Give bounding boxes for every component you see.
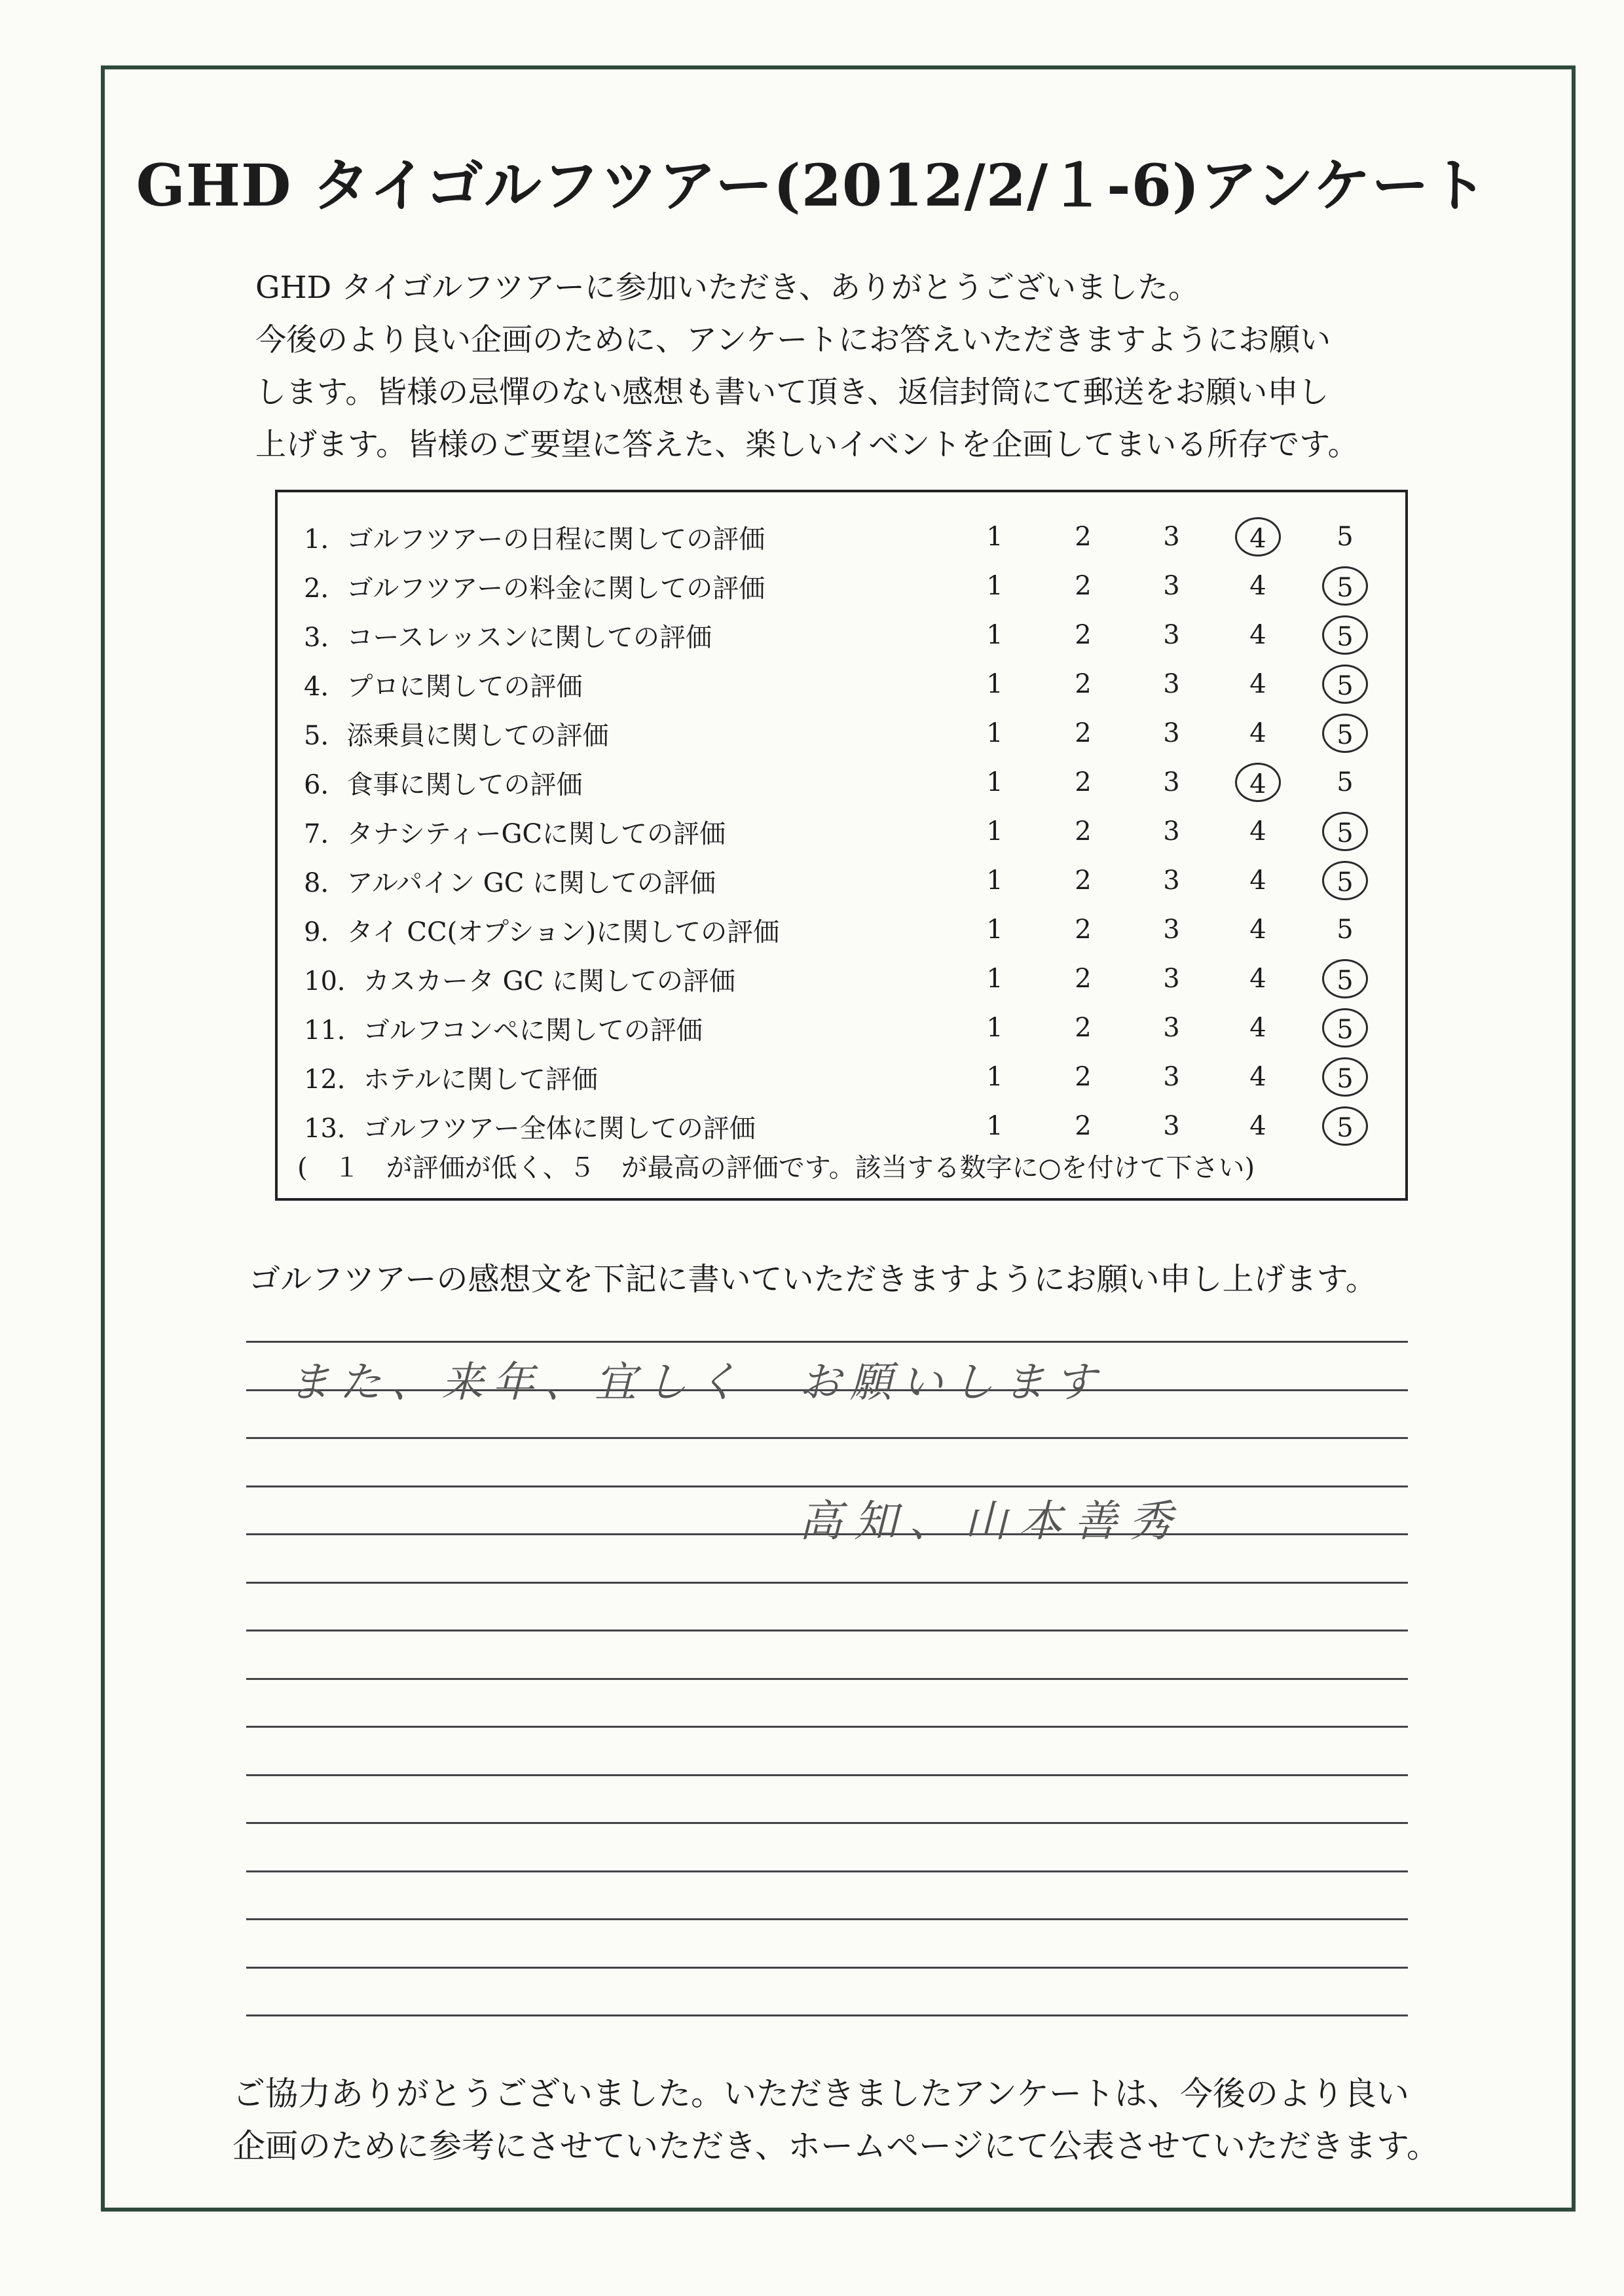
rating-option-2[interactable]: 2 [1075,522,1092,552]
rating-option-2[interactable]: 2 [1075,620,1092,650]
rating-option-3[interactable]: 3 [1163,620,1180,650]
rating-option-3[interactable]: 3 [1163,866,1180,896]
rating-option-4[interactable]: 4 [1249,669,1266,699]
rating-option-1[interactable]: 1 [986,767,1003,797]
rating-label: 6．食事に関しての評価 [304,770,583,800]
rating-option-4[interactable]: 4 [1235,763,1281,802]
rating-option-1[interactable]: 1 [986,571,1003,601]
handwritten-comment: また、来年、宜しく お願いします [288,1358,1105,1407]
rating-option-2[interactable]: 2 [1075,1062,1092,1092]
rating-row [278,805,1405,854]
rating-row [278,658,1405,707]
rating-option-4[interactable]: 4 [1249,718,1266,748]
rating-option-1[interactable]: 1 [986,866,1003,896]
rating-option-5[interactable]: 5 [1322,959,1368,998]
rating-label: 9．タイ CC(オプション)に関しての評価 [304,917,780,947]
rating-option-5[interactable]: 5 [1322,615,1368,655]
rating-row [278,1051,1405,1100]
rating-option-4[interactable]: 4 [1235,517,1281,556]
ruled-line [246,1870,1408,1872]
rating-option-5[interactable]: 5 [1322,1057,1368,1097]
rating-option-3[interactable]: 3 [1163,816,1180,847]
rating-option-2[interactable]: 2 [1075,816,1092,847]
rating-row [278,511,1405,560]
ruled-line [246,1630,1408,1631]
handwritten-signature: 高知、山本善秀 [799,1496,1184,1546]
rating-option-1[interactable]: 1 [986,620,1003,650]
rating-option-5[interactable]: 5 [1322,1008,1368,1048]
rating-label: 5．添乗員に関しての評価 [304,721,609,751]
rating-option-2[interactable]: 2 [1075,669,1092,699]
rating-option-4[interactable]: 4 [1249,620,1266,650]
rating-option-1[interactable]: 1 [986,718,1003,748]
rating-option-1[interactable]: 1 [986,816,1003,847]
rating-row [278,560,1405,609]
rating-option-4[interactable]: 4 [1249,1111,1266,1141]
rating-note: ( １ が評価が低く、５ が最高の評価です。該当する数字に○を付けて下さい) [297,1153,1255,1183]
ruled-line [246,1341,1408,1343]
rating-option-2[interactable]: 2 [1075,571,1092,601]
rating-option-4[interactable]: 4 [1249,866,1266,896]
rating-option-2[interactable]: 2 [1075,866,1092,896]
rating-option-3[interactable]: 3 [1163,1111,1180,1141]
ruled-line [246,1437,1408,1439]
rating-row [278,1100,1405,1149]
rating-row [278,1002,1405,1051]
intro-text [255,262,1447,471]
rating-label: 12．ホテルに関して評価 [304,1065,598,1095]
ruled-line [246,1967,1408,1969]
rating-label: 1．ゴルフツアーの日程に関しての評価 [304,524,766,555]
rating-label: 2．ゴルフツアーの料金に関しての評価 [304,574,766,604]
rating-option-1[interactable]: 1 [986,964,1003,994]
rating-option-2[interactable]: 2 [1075,964,1092,994]
rating-option-1[interactable]: 1 [986,1111,1003,1141]
rating-label: 13．ゴルフツアー全体に関しての評価 [304,1114,756,1144]
rating-option-3[interactable]: 3 [1163,571,1180,601]
rating-option-4[interactable]: 4 [1249,1013,1266,1043]
comment-prompt: ゴルフツアーの感想文を下記に書いていただきますようにお願い申し上げます。 [249,1261,1377,1298]
intro-line: します。皆様の忌憚のない感想も書いて頂き、返信封筒にて郵送をお願い申し [255,374,1329,410]
rating-label: 10．カスカータ GC に関しての評価 [304,966,735,996]
ruled-line [246,1774,1408,1776]
rating-label: 11．ゴルフコンペに関しての評価 [304,1015,703,1046]
rating-option-2[interactable]: 2 [1075,1111,1092,1141]
intro-line: 上げます。皆様のご要望に答えた、楽しいイベントを企画してまいる所存です。 [255,427,1359,463]
rating-option-3[interactable]: 3 [1163,669,1180,699]
rating-option-5[interactable]: 5 [1322,1106,1368,1146]
rating-row [278,756,1405,805]
rating-option-5[interactable]: 5 [1322,566,1368,606]
rating-option-1[interactable]: 1 [986,1013,1003,1043]
rating-option-4[interactable]: 4 [1249,1062,1266,1092]
survey-title: GHD タイゴルフツアー(2012/2/１-6)アンケート [136,151,1488,219]
rating-option-3[interactable]: 3 [1163,718,1180,748]
rating-label: 7．タナシティーGCに関しての評価 [304,819,726,849]
rating-option-3[interactable]: 3 [1163,1013,1180,1043]
intro-line: GHD タイゴルフツアーに参加いただき、ありがとうございました。 [255,270,1200,306]
ruled-line [246,1822,1408,1824]
rating-option-4[interactable]: 4 [1249,571,1266,601]
rating-option-1[interactable]: 1 [986,669,1003,699]
ruled-line [246,1918,1408,1920]
rating-row [278,953,1405,1002]
rating-option-2[interactable]: 2 [1075,1013,1092,1043]
rating-option-2[interactable]: 2 [1075,718,1092,748]
rating-option-4[interactable]: 4 [1249,816,1266,847]
rating-option-5[interactable]: 5 [1337,915,1354,945]
rating-option-4[interactable]: 4 [1249,964,1266,994]
rating-option-5[interactable]: 5 [1337,522,1354,552]
rating-option-1[interactable]: 1 [986,1062,1003,1092]
ruled-line [246,1726,1408,1728]
rating-label: 8．アルパイン GC に関しての評価 [304,868,716,898]
ruled-line [246,2014,1408,2016]
rating-option-5[interactable]: 5 [1322,812,1368,851]
ruled-line [246,1678,1408,1680]
rating-option-2[interactable]: 2 [1075,767,1092,797]
rating-label: 3．コースレッスンに関しての評価 [304,623,712,653]
ruled-line [246,1582,1408,1584]
rating-row [278,609,1405,658]
rating-option-1[interactable]: 1 [986,915,1003,945]
rating-option-5[interactable]: 5 [1322,665,1368,704]
rating-label: 4．プロに関しての評価 [304,672,583,702]
rating-option-3[interactable]: 3 [1163,915,1180,945]
rating-option-3[interactable]: 3 [1163,767,1180,797]
rating-row [278,707,1405,756]
rating-option-3[interactable]: 3 [1163,522,1180,552]
rating-row [278,854,1405,903]
rating-table [275,490,1408,1201]
footer-text [232,2068,1444,2172]
rating-option-5[interactable]: 5 [1322,861,1368,900]
rating-option-3[interactable]: 3 [1163,964,1180,994]
rating-option-5[interactable]: 5 [1322,714,1368,753]
rating-row [278,903,1405,953]
rating-option-4[interactable]: 4 [1249,915,1266,945]
rating-option-3[interactable]: 3 [1163,1062,1180,1092]
footer-line: 企画のために参考にさせていただき、ホームページにて公表させていただきます。 [232,2127,1439,2165]
intro-line: 今後のより良い企画のために、アンケートにお答えいただきますようにお願い [255,322,1331,358]
rating-option-1[interactable]: 1 [986,522,1003,552]
footer-line: ご協力ありがとうございました。いただきましたアンケートは、今後のより良い [232,2075,1409,2113]
rating-option-2[interactable]: 2 [1075,915,1092,945]
rating-option-5[interactable]: 5 [1337,767,1354,797]
